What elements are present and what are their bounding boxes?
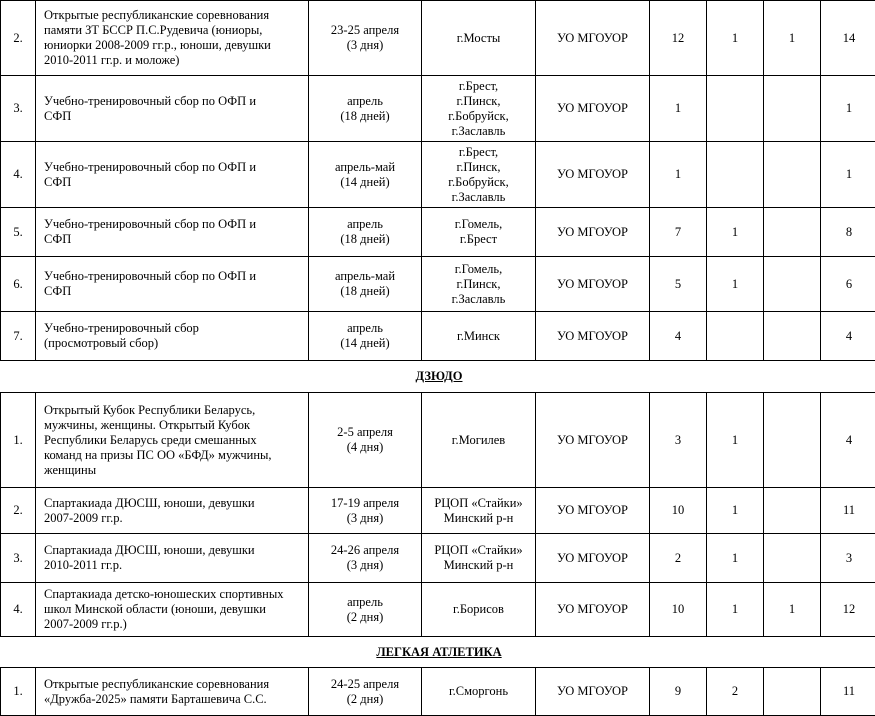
count-total: 11 — [821, 488, 875, 534]
event-place — [422, 583, 536, 637]
event-name-line: (просмотровый сбор) — [44, 336, 300, 351]
event-dates-line: апрель — [309, 94, 421, 109]
event-dates — [309, 534, 422, 583]
count-col-2: 1 — [707, 257, 764, 312]
event-dates-line: апрель — [309, 217, 421, 232]
event-dates-line: апрель — [309, 321, 421, 336]
count-total: 4 — [821, 312, 875, 361]
event-place-line: г.Заславль — [422, 190, 535, 205]
table-row — [1, 393, 875, 488]
count-col-2: 1 — [707, 534, 764, 583]
count-col-2 — [707, 312, 764, 361]
section-header-row — [1, 361, 875, 393]
event-name — [36, 257, 309, 312]
event-dates — [309, 488, 422, 534]
event-dates-line: 2-5 апреля — [309, 425, 421, 440]
table-row — [1, 583, 875, 637]
event-organizer: УО МГОУОР — [536, 208, 650, 257]
event-name-line: памяти ЗТ БССР П.С.Рудевича (юниоры, — [44, 23, 300, 38]
event-dates-line: (3 дня) — [309, 38, 421, 53]
event-place-line: г.Брест, — [422, 79, 535, 94]
table-row — [1, 142, 875, 208]
event-dates-line: апрель-май — [309, 160, 421, 175]
event-organizer: УО МГОУОР — [536, 257, 650, 312]
count-col-3 — [764, 668, 821, 716]
event-dates — [309, 76, 422, 142]
event-place-line: г.Гомель, — [422, 217, 535, 232]
event-name-line: Спартакиада ДЮСШ, юноши, девушки — [44, 496, 300, 511]
count-total: 12 — [821, 583, 875, 637]
event-organizer: УО МГОУОР — [536, 76, 650, 142]
event-place-line: г.Мосты — [422, 31, 535, 46]
event-dates — [309, 257, 422, 312]
event-place — [422, 534, 536, 583]
event-name-line: юниорки 2008-2009 гг.р., юноши, девушки — [44, 38, 300, 53]
event-place — [422, 1, 536, 76]
event-place-line: РЦОП «Стайки» — [422, 496, 535, 511]
event-organizer: УО МГОУОР — [536, 534, 650, 583]
event-organizer: УО МГОУОР — [536, 393, 650, 488]
count-col-1: 10 — [650, 488, 707, 534]
event-name — [36, 534, 309, 583]
event-name-line: СФП — [44, 284, 300, 299]
event-dates — [309, 1, 422, 76]
event-dates-line: (14 дней) — [309, 175, 421, 190]
event-name-line: 2007-2009 гг.р.) — [44, 617, 300, 632]
event-name-line: 2010-2011 гг.р. и моложе) — [44, 53, 300, 68]
event-dates-line: апрель-май — [309, 269, 421, 284]
event-place — [422, 76, 536, 142]
event-dates-line: 24-25 апреля — [309, 677, 421, 692]
row-number: 3. — [1, 534, 36, 583]
event-dates-line: (2 дня) — [309, 610, 421, 625]
count-total: 11 — [821, 668, 875, 716]
event-organizer: УО МГОУОР — [536, 312, 650, 361]
event-place-line: г.Сморгонь — [422, 684, 535, 699]
row-number: 2. — [1, 488, 36, 534]
event-name — [36, 1, 309, 76]
event-place-line: г.Брест, — [422, 145, 535, 160]
count-col-2: 1 — [707, 1, 764, 76]
event-name-line: СФП — [44, 109, 300, 124]
event-place-line: г.Пинск, — [422, 277, 535, 292]
event-name-line: СФП — [44, 232, 300, 247]
count-col-3 — [764, 76, 821, 142]
count-total: 3 — [821, 534, 875, 583]
table-row — [1, 312, 875, 361]
event-name-line: Учебно-тренировочный сбор — [44, 321, 300, 336]
event-name — [36, 393, 309, 488]
event-dates-line: апрель — [309, 595, 421, 610]
row-number: 3. — [1, 76, 36, 142]
event-place-line: г.Могилев — [422, 433, 535, 448]
row-number: 5. — [1, 208, 36, 257]
event-place-line: г.Бобруйск, — [422, 175, 535, 190]
count-col-2: 1 — [707, 488, 764, 534]
event-place-line: г.Гомель, — [422, 262, 535, 277]
event-dates-line: (2 дня) — [309, 692, 421, 707]
event-place-line: г.Пинск, — [422, 160, 535, 175]
event-dates-line: (18 дней) — [309, 232, 421, 247]
event-name — [36, 583, 309, 637]
event-dates-line: (4 дня) — [309, 440, 421, 455]
count-col-1: 5 — [650, 257, 707, 312]
event-place-line: г.Борисов — [422, 602, 535, 617]
event-place — [422, 668, 536, 716]
event-name — [36, 76, 309, 142]
event-name-line: СФП — [44, 175, 300, 190]
event-place-line: г.Заславль — [422, 124, 535, 139]
event-name-line: Учебно-тренировочный сбор по ОФП и — [44, 217, 300, 232]
event-name-line: школ Минской области (юноши, девушки — [44, 602, 300, 617]
count-col-3 — [764, 208, 821, 257]
event-dates — [309, 393, 422, 488]
row-number: 2. — [1, 1, 36, 76]
count-col-1: 1 — [650, 142, 707, 208]
count-total: 1 — [821, 142, 875, 208]
count-col-3: 1 — [764, 583, 821, 637]
count-col-1: 4 — [650, 312, 707, 361]
count-total: 4 — [821, 393, 875, 488]
table-row — [1, 1, 875, 76]
event-name-line: Открытые республиканские соревнования — [44, 677, 300, 692]
section-title: ЛЕГКАЯ АТЛЕТИКА — [1, 637, 875, 668]
event-name — [36, 312, 309, 361]
event-name-line: Республики Беларусь среди смешанных — [44, 433, 300, 448]
event-organizer: УО МГОУОР — [536, 142, 650, 208]
row-number: 1. — [1, 668, 36, 716]
count-col-1: 7 — [650, 208, 707, 257]
event-dates — [309, 668, 422, 716]
event-dates-line: (3 дня) — [309, 558, 421, 573]
count-total: 14 — [821, 1, 875, 76]
count-col-1: 2 — [650, 534, 707, 583]
event-name-line: Учебно-тренировочный сбор по ОФП и — [44, 160, 300, 175]
table-row — [1, 534, 875, 583]
event-dates — [309, 142, 422, 208]
event-dates — [309, 312, 422, 361]
event-dates-line: (14 дней) — [309, 336, 421, 351]
event-name-line: мужчины, женщины. Открытый Кубок — [44, 418, 300, 433]
count-col-2 — [707, 142, 764, 208]
count-col-2 — [707, 76, 764, 142]
row-number: 6. — [1, 257, 36, 312]
event-place-line: г.Минск — [422, 329, 535, 344]
event-name — [36, 208, 309, 257]
event-place — [422, 393, 536, 488]
count-col-3 — [764, 534, 821, 583]
count-col-1: 12 — [650, 1, 707, 76]
event-place — [422, 208, 536, 257]
count-total: 6 — [821, 257, 875, 312]
count-col-1: 9 — [650, 668, 707, 716]
count-col-3 — [764, 393, 821, 488]
events-table-body — [1, 1, 875, 716]
event-name-line: Спартакиада ДЮСШ, юноши, девушки — [44, 543, 300, 558]
count-col-3 — [764, 142, 821, 208]
table-row — [1, 208, 875, 257]
event-dates-line: 17-19 апреля — [309, 496, 421, 511]
event-name-line: команд на призы ПС ОО «БФД» мужчины, — [44, 448, 300, 463]
event-place — [422, 488, 536, 534]
event-dates-line: (3 дня) — [309, 511, 421, 526]
event-name — [36, 668, 309, 716]
event-name-line: Спартакиада детско-юношеских спортивных — [44, 587, 300, 602]
section-title: ДЗЮДО — [1, 361, 875, 393]
row-number: 7. — [1, 312, 36, 361]
count-col-3: 1 — [764, 1, 821, 76]
event-place-line: г.Заславль — [422, 292, 535, 307]
event-name-line: женщины — [44, 463, 300, 478]
event-place-line: г.Бобруйск, — [422, 109, 535, 124]
event-name — [36, 142, 309, 208]
event-place — [422, 142, 536, 208]
event-place — [422, 312, 536, 361]
event-organizer: УО МГОУОР — [536, 488, 650, 534]
count-col-2: 2 — [707, 668, 764, 716]
event-name-line: Учебно-тренировочный сбор по ОФП и — [44, 94, 300, 109]
event-dates-line: 24-26 апреля — [309, 543, 421, 558]
count-col-3 — [764, 312, 821, 361]
event-name-line: 2007-2009 гг.р. — [44, 511, 300, 526]
event-name-line: 2010-2011 гг.р. — [44, 558, 300, 573]
event-dates-line: 23-25 апреля — [309, 23, 421, 38]
count-col-1: 3 — [650, 393, 707, 488]
event-dates — [309, 208, 422, 257]
event-place-line: Минский р-н — [422, 511, 535, 526]
event-dates-line: (18 дней) — [309, 109, 421, 124]
event-name-line: «Дружба-2025» памяти Барташевича С.С. — [44, 692, 300, 707]
row-number: 1. — [1, 393, 36, 488]
event-dates — [309, 583, 422, 637]
event-name-line: Открытые республиканские соревнования — [44, 8, 300, 23]
event-organizer: УО МГОУОР — [536, 1, 650, 76]
count-col-3 — [764, 257, 821, 312]
event-organizer: УО МГОУОР — [536, 583, 650, 637]
table-row — [1, 668, 875, 716]
table-row — [1, 76, 875, 142]
count-col-1: 1 — [650, 76, 707, 142]
event-place-line: г.Пинск, — [422, 94, 535, 109]
event-name — [36, 488, 309, 534]
event-place-line: г.Брест — [422, 232, 535, 247]
table-row — [1, 488, 875, 534]
row-number: 4. — [1, 583, 36, 637]
count-col-2: 1 — [707, 583, 764, 637]
count-total: 8 — [821, 208, 875, 257]
event-place — [422, 257, 536, 312]
count-col-2: 1 — [707, 393, 764, 488]
section-header-row — [1, 637, 875, 668]
event-name-line: Учебно-тренировочный сбор по ОФП и — [44, 269, 300, 284]
table-row — [1, 257, 875, 312]
event-organizer: УО МГОУОР — [536, 668, 650, 716]
event-name-line: Открытый Кубок Республики Беларусь, — [44, 403, 300, 418]
event-place-line: РЦОП «Стайки» — [422, 543, 535, 558]
event-dates-line: (18 дней) — [309, 284, 421, 299]
count-col-1: 10 — [650, 583, 707, 637]
row-number: 4. — [1, 142, 36, 208]
count-total: 1 — [821, 76, 875, 142]
event-place-line: Минский р-н — [422, 558, 535, 573]
count-col-2: 1 — [707, 208, 764, 257]
count-col-3 — [764, 488, 821, 534]
